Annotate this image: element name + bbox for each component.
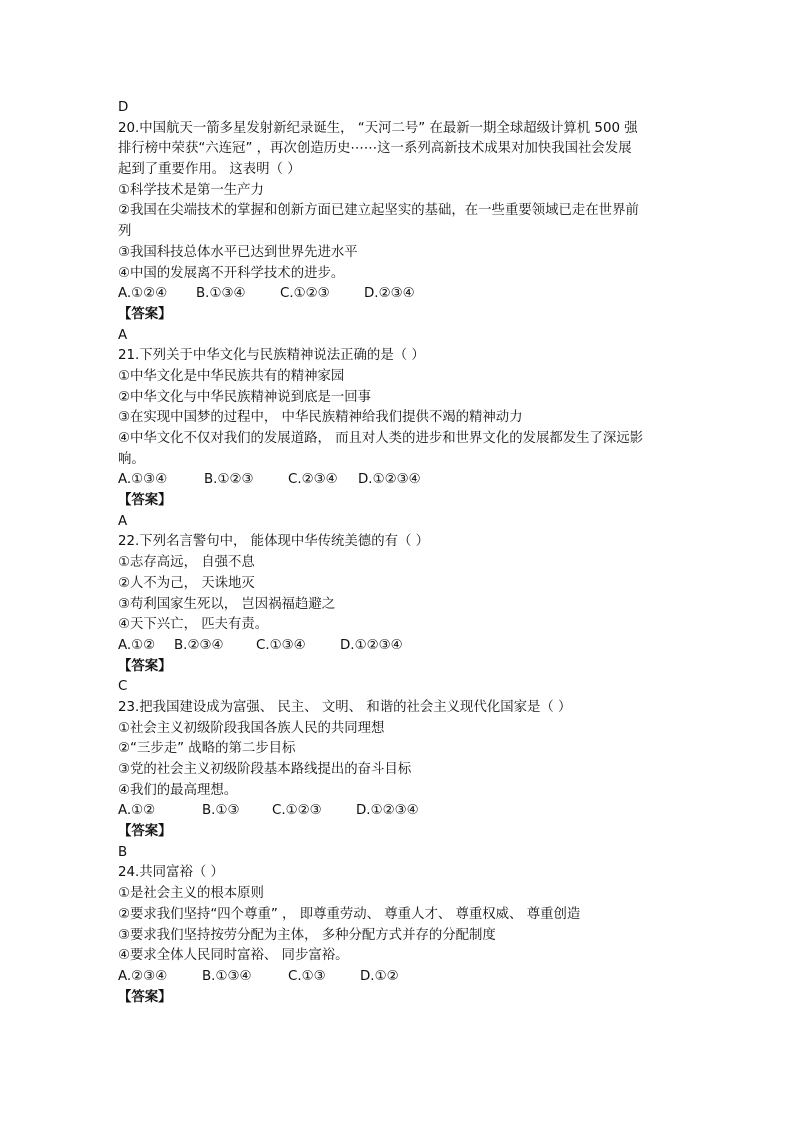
question-stem-line: 排行榜中荣获“六连冠” ，再次创造历史⋯⋯这一系列高新技术成果对加快我国社会发展 xyxy=(118,141,632,157)
question-block xyxy=(118,863,688,1008)
option: C.①②③ xyxy=(280,286,330,302)
question-stem-line: 24.共同富裕（ ） xyxy=(118,865,224,881)
question-item: ①科学技术是第一生产力 xyxy=(118,182,264,198)
option: C.①②③ xyxy=(272,803,322,819)
options-row xyxy=(118,284,688,305)
option: C.②③④ xyxy=(288,472,338,488)
question-item: ①是社会主义的根本原则 xyxy=(118,886,264,902)
question-item: ④要求全体人民同时富裕、 同步富裕。 xyxy=(118,948,349,964)
question-item: ①中华文化是中华民族共有的精神家园 xyxy=(118,368,345,384)
question-item: ③在实现中国梦的过程中， 中华民族精神给我们提供不竭的精神动力 xyxy=(118,410,523,426)
question-item: ④我们的最高理想。 xyxy=(118,782,238,798)
option: A.①② xyxy=(118,803,156,819)
question-block xyxy=(118,532,688,698)
option: D.①②③④ xyxy=(340,637,403,653)
option: A.①③④ xyxy=(118,472,168,488)
question-item: ①志存高远， 自强不息 xyxy=(118,555,255,571)
option: C.①③④ xyxy=(256,637,306,653)
question-stem-line: 21.下列关于中华文化与民族精神说法正确的是（ ） xyxy=(118,348,425,364)
question-block xyxy=(118,346,688,532)
answer-value: A xyxy=(118,327,128,343)
question-item: ④中国的发展离不开科学技术的进步。 xyxy=(118,265,345,281)
question-stem-line: 23.把我国建设成为富强、 民主、 文明、 和谐的社会主义现代化国家是（ ） xyxy=(118,699,572,715)
answer-label: 【答案】 xyxy=(118,658,172,674)
options-row xyxy=(118,636,688,657)
question-item: ③要求我们坚持按劳分配为主体， 多种分配方式并存的分配制度 xyxy=(118,927,496,943)
option: B.①③④ xyxy=(202,968,252,984)
question-item: ②中华文化与中华民族精神说到底是一回事 xyxy=(118,389,372,405)
answer-value: A xyxy=(118,513,128,529)
lead-answer: D xyxy=(118,100,129,115)
question-block xyxy=(118,119,688,347)
option: D.①②③④ xyxy=(356,803,419,819)
options-row xyxy=(118,801,688,822)
option: A.②③④ xyxy=(118,968,168,984)
question-stem-line: 22.下列名言警句中， 能体现中华传统美德的有（ ） xyxy=(118,534,430,550)
answer-label: 【答案】 xyxy=(118,306,172,322)
option: B.①②③ xyxy=(204,472,254,488)
option: B.①③ xyxy=(202,803,240,819)
question-stem-line: 起到了重要作用。 这表明（ ） xyxy=(118,162,301,178)
options-row xyxy=(118,470,688,491)
option: B.①③④ xyxy=(196,286,246,302)
option: B.②③④ xyxy=(174,637,224,653)
question-item: 响。 xyxy=(118,451,145,467)
question-list xyxy=(118,119,688,1009)
question-item: 列 xyxy=(118,224,132,240)
answer-label: 【答案】 xyxy=(118,824,172,840)
options-row xyxy=(118,967,688,988)
question-item: ③我国科技总体水平已达到世界先进水平 xyxy=(118,244,358,260)
question-item: ②要求我们坚持“四个尊重” ， 即尊重劳动、 尊重人才、 尊重权威、 尊重创造 xyxy=(118,906,581,922)
question-stem-line: 20.中国航天一箭多星发射新纪录诞生， “天河二号” 在最新一期全球超级计算机 500 强 xyxy=(118,120,638,136)
question-block xyxy=(118,698,688,864)
question-item: ③党的社会主义初级阶段基本路线提出的奋斗目标 xyxy=(118,762,412,777)
question-item: ④中华文化不仅对我们的发展道路， 而且对人类的进步和世界文化的发展都发生了深远影 xyxy=(118,431,644,446)
question-item: ②我国在尖端技术的掌握和创新方面已建立起坚实的基础，在一些重要领域已走在世界前 xyxy=(118,203,639,219)
option: D.①② xyxy=(360,968,399,984)
answer-value: C xyxy=(118,679,128,695)
question-item: ②“三步走” 战略的第二步目标 xyxy=(118,741,296,757)
option: C.①③ xyxy=(288,968,326,984)
document-page xyxy=(118,98,688,1008)
answer-label: 【答案】 xyxy=(118,493,172,509)
question-item: ④天下兴亡， 匹夫有责。 xyxy=(118,617,269,633)
option: A.①②④ xyxy=(118,286,168,302)
option: A.①② xyxy=(118,637,156,653)
answer-value: B xyxy=(118,844,128,860)
question-item: ①社会主义初级阶段我国各族人民的共同理想 xyxy=(118,720,385,736)
question-item: ③苟利国家生死以， 岂因祸福趋避之 xyxy=(118,596,336,612)
option: D.①②③④ xyxy=(358,472,421,488)
option: D.②③④ xyxy=(364,286,415,302)
answer-label: 【答案】 xyxy=(118,989,172,1005)
question-item: ②人不为己， 天诛地灭 xyxy=(118,575,255,591)
